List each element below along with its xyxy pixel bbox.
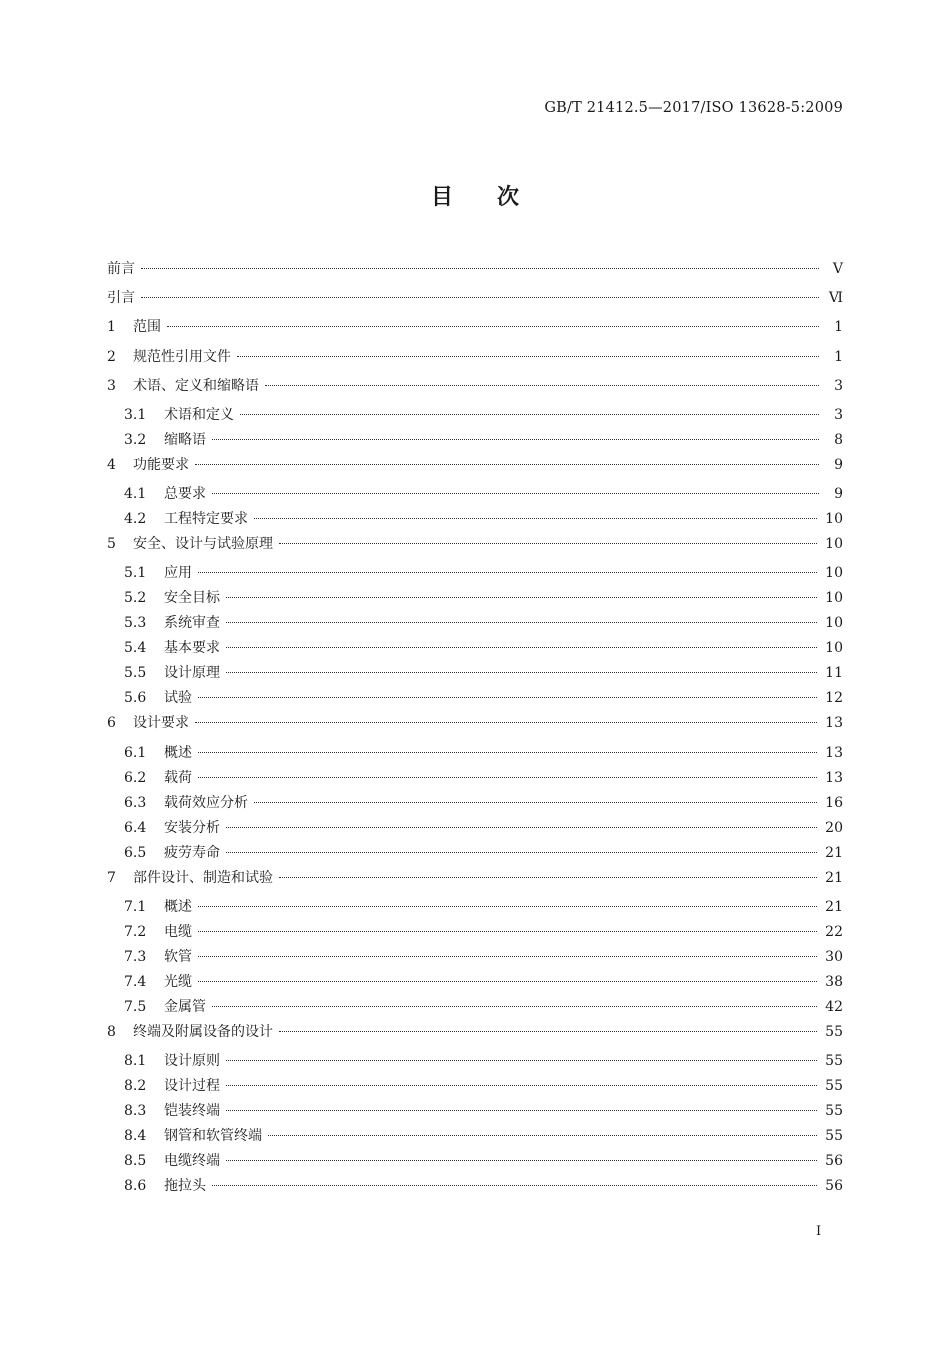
toc-entry-number: 2 <box>107 348 116 365</box>
toc-entry-title: 总要求 <box>164 486 206 503</box>
toc-entry-page: 10 <box>825 615 843 632</box>
toc-entry-page: 9 <box>834 486 843 503</box>
toc-entry-title: 术语和定义 <box>164 406 234 423</box>
toc-entry-title: 设计要求 <box>133 715 189 732</box>
toc-dot-leader <box>226 1085 817 1086</box>
toc-entry-number: 5.5 <box>124 665 147 682</box>
toc-entry-number: 5.4 <box>124 640 147 657</box>
toc-dot-leader <box>279 877 817 878</box>
toc-entry <box>107 287 843 316</box>
toc-entry-page: 3 <box>834 406 843 423</box>
toc-entry-title: 术语、定义和缩略语 <box>133 377 259 394</box>
toc-dot-leader <box>195 464 819 465</box>
toc-entry <box>107 454 843 483</box>
toc-entry-page: 56 <box>825 1152 843 1169</box>
toc-entry-number: 8 <box>107 1023 116 1040</box>
toc-dot-leader <box>167 326 819 327</box>
toc-entry-number: 6 <box>107 715 116 732</box>
toc-dot-leader <box>198 931 817 932</box>
toc-entry-title: 钢管和软管终端 <box>164 1127 262 1144</box>
toc-entry-number: 7.2 <box>124 923 147 940</box>
toc-entry <box>107 662 843 687</box>
toc-entry <box>107 971 843 996</box>
toc-entry-page: 38 <box>825 973 843 990</box>
toc-entry-number: 7 <box>107 869 116 886</box>
toc-entry <box>107 921 843 946</box>
toc-entry-title: 安装分析 <box>164 819 220 836</box>
toc-dot-leader <box>279 543 817 544</box>
toc-dot-leader <box>198 906 817 907</box>
toc-entry <box>107 316 843 345</box>
toc-entry-title: 基本要求 <box>164 640 220 657</box>
toc-dot-leader <box>226 672 817 673</box>
toc-entry-page: 10 <box>825 565 843 582</box>
toc-entry-page: 21 <box>825 869 843 886</box>
toc-entry-number: 4.2 <box>124 511 147 528</box>
toc-entry-page: 55 <box>825 1077 843 1094</box>
toc-entry <box>107 687 843 712</box>
toc-entry-title: 载荷 <box>164 769 192 786</box>
toc-entry-title: 光缆 <box>164 973 192 990</box>
toc-entry-page: 11 <box>825 665 843 682</box>
toc-entry-title: 铠装终端 <box>164 1102 220 1119</box>
toc-entry <box>107 508 843 533</box>
toc-entry-page: Ⅵ <box>828 290 843 307</box>
toc-dot-leader <box>212 493 819 494</box>
toc-entry-title: 安全目标 <box>164 590 220 607</box>
toc-entry <box>107 346 843 375</box>
toc-entry-title: 概述 <box>164 898 192 915</box>
toc-entry-title: 电缆终端 <box>164 1152 220 1169</box>
toc-entry-title: 范围 <box>133 319 161 336</box>
toc-entry-title: 引言 <box>107 290 135 307</box>
toc-entry <box>107 612 843 637</box>
toc-dot-leader <box>226 647 817 648</box>
toc-entry-title: 缩略语 <box>164 431 206 448</box>
toc-entry-number: 6.1 <box>124 744 147 761</box>
toc-entry <box>107 792 843 817</box>
toc-entry-page: 42 <box>825 998 843 1015</box>
toc-entry-number: 5.1 <box>124 565 147 582</box>
toc-entry <box>107 842 843 867</box>
toc-entry-page: 13 <box>825 744 843 761</box>
toc-entry-number: 4.1 <box>124 486 147 503</box>
toc-entry-page: 10 <box>825 640 843 657</box>
toc-entry-number: 8.3 <box>124 1102 147 1119</box>
toc-entry-page: 10 <box>825 590 843 607</box>
toc-entry-number: 8.4 <box>124 1127 147 1144</box>
toc-dot-leader <box>226 1110 817 1111</box>
toc-entry-title: 设计过程 <box>164 1077 220 1094</box>
toc-entry-page: 56 <box>825 1177 843 1194</box>
toc-entry-page: 21 <box>825 898 843 915</box>
toc-entry <box>107 429 843 454</box>
toc-entry-number: 6.2 <box>124 769 147 786</box>
toc-entry-page: 8 <box>834 431 843 448</box>
toc-entry-number: 3.1 <box>124 406 147 423</box>
toc-entry-page: 20 <box>825 819 843 836</box>
toc-entry-number: 7.4 <box>124 973 147 990</box>
toc-entry-title: 功能要求 <box>133 456 189 473</box>
toc-dot-leader <box>240 414 819 415</box>
toc-entry-title: 规范性引用文件 <box>133 348 231 365</box>
toc-dot-leader <box>198 752 817 753</box>
toc-dot-leader <box>226 827 817 828</box>
toc-entry-page: 3 <box>834 377 843 394</box>
toc-entry <box>107 637 843 662</box>
toc-dot-leader <box>279 1031 817 1032</box>
toc-entry <box>107 896 843 921</box>
toc-entry-number: 8.5 <box>124 1152 147 1169</box>
toc-dot-leader <box>141 268 819 269</box>
toc-entry-page: 55 <box>825 1102 843 1119</box>
toc-dot-leader <box>212 1006 817 1007</box>
toc-entry-number: 7.5 <box>124 998 147 1015</box>
toc-entry-title: 终端及附属设备的设计 <box>133 1023 273 1040</box>
toc-entry-number: 6.4 <box>124 819 147 836</box>
page-number: Ⅰ <box>816 1224 822 1239</box>
toc-entry-title: 疲劳寿命 <box>164 844 220 861</box>
toc-entry-number: 3.2 <box>124 431 147 448</box>
toc-entry <box>107 712 843 741</box>
toc-entry <box>107 1175 843 1200</box>
toc-entry-title: 设计原则 <box>164 1052 220 1069</box>
toc-entry-page: 13 <box>825 715 843 732</box>
toc-dot-leader <box>268 1135 817 1136</box>
toc-entry <box>107 867 843 896</box>
toc-entry-number: 8.1 <box>124 1052 147 1069</box>
toc-entry <box>107 258 843 287</box>
toc-entry-title: 前言 <box>107 261 135 277</box>
toc-entry-title: 部件设计、制造和试验 <box>133 869 273 886</box>
page-title: 目 次 <box>430 185 519 210</box>
toc-entry-number: 3 <box>107 377 116 394</box>
toc-entry <box>107 1125 843 1150</box>
toc-entry-number: 4 <box>107 456 116 473</box>
toc-entry-number: 8.2 <box>124 1077 147 1094</box>
toc-entry-number: 7.1 <box>124 898 147 915</box>
toc-entry <box>107 817 843 842</box>
toc-entry-page: 55 <box>825 1127 843 1144</box>
toc-entry-title: 拖拉头 <box>164 1177 206 1194</box>
toc-entry <box>107 742 843 767</box>
toc-entry-number: 7.3 <box>124 948 147 965</box>
table-of-contents <box>107 258 843 1200</box>
toc-entry-title: 载荷效应分析 <box>164 794 248 811</box>
toc-dot-leader <box>212 439 819 440</box>
toc-dot-leader <box>254 802 817 803</box>
toc-entry-title: 应用 <box>164 565 192 582</box>
toc-entry-number: 5.2 <box>124 590 147 607</box>
toc-entry-page: Ⅴ <box>832 261 843 277</box>
toc-dot-leader <box>141 297 819 298</box>
toc-entry-title: 电缆 <box>164 923 192 940</box>
toc-dot-leader <box>226 597 817 598</box>
toc-entry-page: 13 <box>825 769 843 786</box>
toc-entry-title: 软管 <box>164 948 192 965</box>
toc-entry-page: 22 <box>825 923 843 940</box>
toc-dot-leader <box>226 1060 817 1061</box>
toc-entry-number: 8.6 <box>124 1177 147 1194</box>
toc-entry <box>107 1150 843 1175</box>
toc-entry-page: 55 <box>825 1052 843 1069</box>
toc-entry <box>107 483 843 508</box>
toc-entry-title: 工程特定要求 <box>164 511 248 528</box>
toc-entry-title: 设计原理 <box>164 665 220 682</box>
toc-entry <box>107 533 843 562</box>
toc-entry-title: 安全、设计与试验原理 <box>133 536 273 553</box>
toc-entry-page: 1 <box>834 348 843 365</box>
toc-entry-number: 1 <box>107 319 116 336</box>
toc-dot-leader <box>198 697 817 698</box>
toc-entry <box>107 946 843 971</box>
toc-entry <box>107 767 843 792</box>
toc-entry-title: 系统审查 <box>164 615 220 632</box>
toc-entry-page: 55 <box>825 1023 843 1040</box>
toc-entry-number: 6.5 <box>124 844 147 861</box>
toc-entry-page: 30 <box>825 948 843 965</box>
toc-entry <box>107 375 843 404</box>
toc-entry <box>107 1100 843 1125</box>
toc-entry <box>107 587 843 612</box>
toc-entry-title: 试验 <box>164 690 192 707</box>
toc-entry <box>107 1050 843 1075</box>
toc-entry-page: 1 <box>834 319 843 336</box>
toc-entry <box>107 996 843 1021</box>
toc-dot-leader <box>265 385 819 386</box>
toc-entry-number: 6.3 <box>124 794 147 811</box>
toc-dot-leader <box>237 356 819 357</box>
toc-entry <box>107 1075 843 1100</box>
toc-entry-title: 金属管 <box>164 998 206 1015</box>
toc-dot-leader <box>198 981 817 982</box>
toc-entry-page: 10 <box>825 511 843 528</box>
toc-dot-leader <box>195 722 817 723</box>
toc-dot-leader <box>226 852 817 853</box>
toc-entry-page: 9 <box>834 456 843 473</box>
toc-entry-page: 10 <box>825 536 843 553</box>
toc-dot-leader <box>226 622 817 623</box>
standard-number: GB/T 21412.5—2017/ISO 13628-5:2009 <box>544 100 843 116</box>
toc-entry-number: 5.6 <box>124 690 147 707</box>
toc-entry <box>107 404 843 429</box>
toc-dot-leader <box>198 956 817 957</box>
toc-dot-leader <box>226 1160 817 1161</box>
toc-entry <box>107 1021 843 1050</box>
toc-entry-page: 21 <box>825 844 843 861</box>
toc-entry <box>107 562 843 587</box>
toc-entry-number: 5.3 <box>124 615 147 632</box>
toc-entry-page: 12 <box>825 690 843 707</box>
toc-dot-leader <box>254 518 817 519</box>
toc-dot-leader <box>212 1185 817 1186</box>
toc-dot-leader <box>198 777 817 778</box>
toc-entry-title: 概述 <box>164 744 192 761</box>
toc-entry-page: 16 <box>825 794 843 811</box>
toc-entry-number: 5 <box>107 536 116 553</box>
toc-dot-leader <box>198 572 817 573</box>
